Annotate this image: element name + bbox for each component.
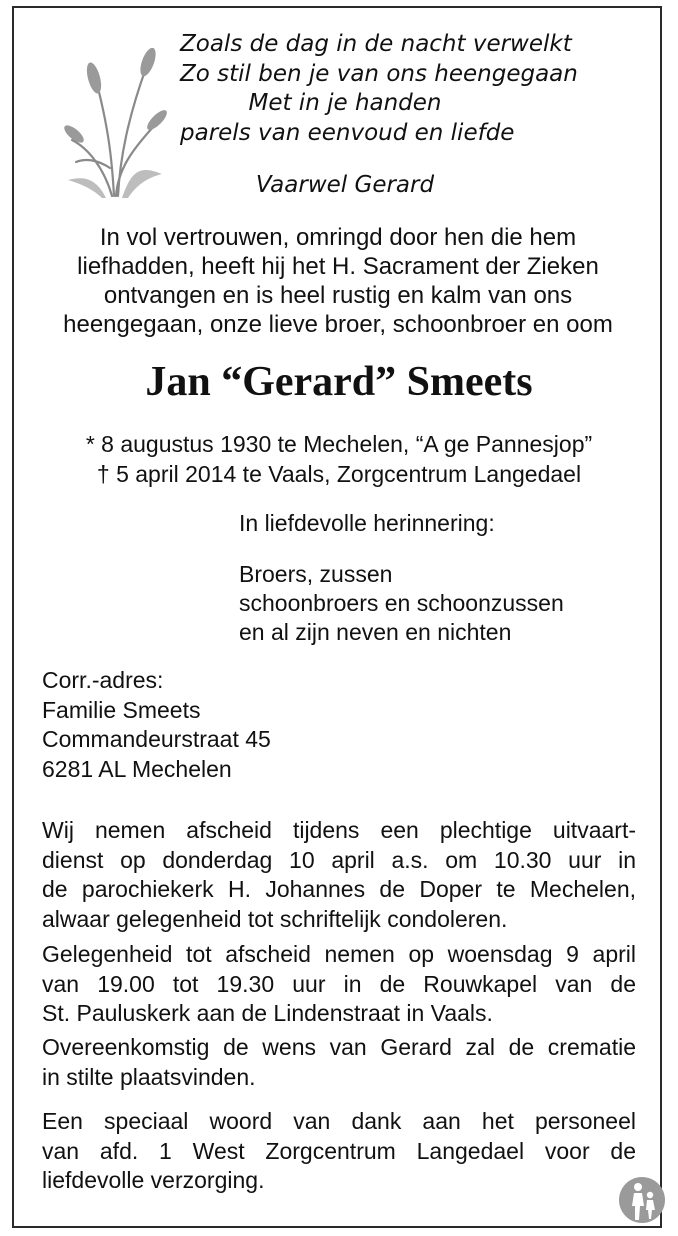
correspondence-address (42, 666, 271, 784)
address-line: Corr.-adres: (42, 667, 164, 693)
intro-line: heengegaan, onze lieve broer, schoonbroer en oom (63, 311, 613, 338)
death-date: † 5 april 2014 te Vaals, Zorgcentrum Langedael (96, 461, 582, 487)
family-line: schoonbroers en schoonzussen (239, 590, 564, 616)
paragraph-line: in stilte plaatsvinden. (42, 1063, 256, 1090)
paragraph-line: de parochiekerk H. Johannes de Doper te Mechelen, (42, 876, 636, 902)
thanks-paragraph (42, 1107, 636, 1196)
paragraph-line: St. Pauluskerk aan de Lindenstraat in Vaals. (42, 1000, 493, 1026)
poem (180, 30, 578, 148)
poem-line: parels van eenvoud en liefde (180, 119, 515, 146)
poem-line: Zo stil ben je van ons heengegaan (180, 60, 578, 87)
cremation-paragraph (42, 1033, 636, 1092)
poem-line: Zoals de dag in de nacht verwelkt (180, 31, 572, 57)
farewell-line: Vaarwel Gerard (255, 172, 435, 198)
family-line: Broers, zussen (239, 561, 393, 587)
paragraph-line: Een speciaal woord van dank aan het personeel (42, 1108, 636, 1134)
paragraph-line: van 19.00 tot 19.30 uur in de Rouwkapel van de (42, 970, 636, 997)
remembrance-heading: In liefdevolle herinnering: (239, 510, 495, 536)
address-line: Commandeurstraat 45 (42, 726, 271, 752)
family-list (239, 560, 564, 647)
intro-line: liefhadden, heeft hij het H. Sacrament der Zieken (77, 253, 599, 280)
intro-text (18, 223, 658, 339)
address-line: 6281 AL Mechelen (42, 755, 232, 782)
paragraph-line: dienst op donderdag 10 april a.s. om 10.30 uur in (42, 846, 636, 873)
wheat-icon (62, 48, 172, 198)
paragraph-line: Gelegenheid tot afscheid nemen op woensdag 9 april (42, 941, 636, 967)
address-line: Familie Smeets (42, 696, 201, 723)
life-dates (0, 429, 678, 489)
publisher-logo-icon (618, 1176, 666, 1224)
intro-line: ontvangen en is heel rustig en kalm van ons (103, 282, 573, 309)
paragraph-line: Wij nemen afscheid tijdens een plechtige uitvaart- (42, 817, 636, 843)
paragraph-line: alwaar gelegenheid tot schriftelijk condoleren. (42, 905, 508, 932)
service-paragraph (42, 816, 636, 934)
viewing-paragraph (42, 940, 636, 1029)
birth-date: * 8 augustus 1930 te Mechelen, “A ge Pannesjop” (85, 431, 593, 457)
poem-line: Met in je handen (248, 90, 442, 116)
intro-line: In vol vertrouwen, omringd door hen die hem (99, 224, 577, 251)
deceased-name: Jan “Gerard” Smeets (145, 359, 533, 405)
paragraph-line: Overeenkomstig de wens van Gerard zal de crematie (42, 1034, 636, 1060)
paragraph-line: liefdevolle verzorging. (42, 1167, 265, 1193)
family-line: en al zijn neven en nichten (239, 619, 512, 645)
paragraph-line: van afd. 1 West Zorgcentrum Langedael voor de (42, 1137, 636, 1164)
